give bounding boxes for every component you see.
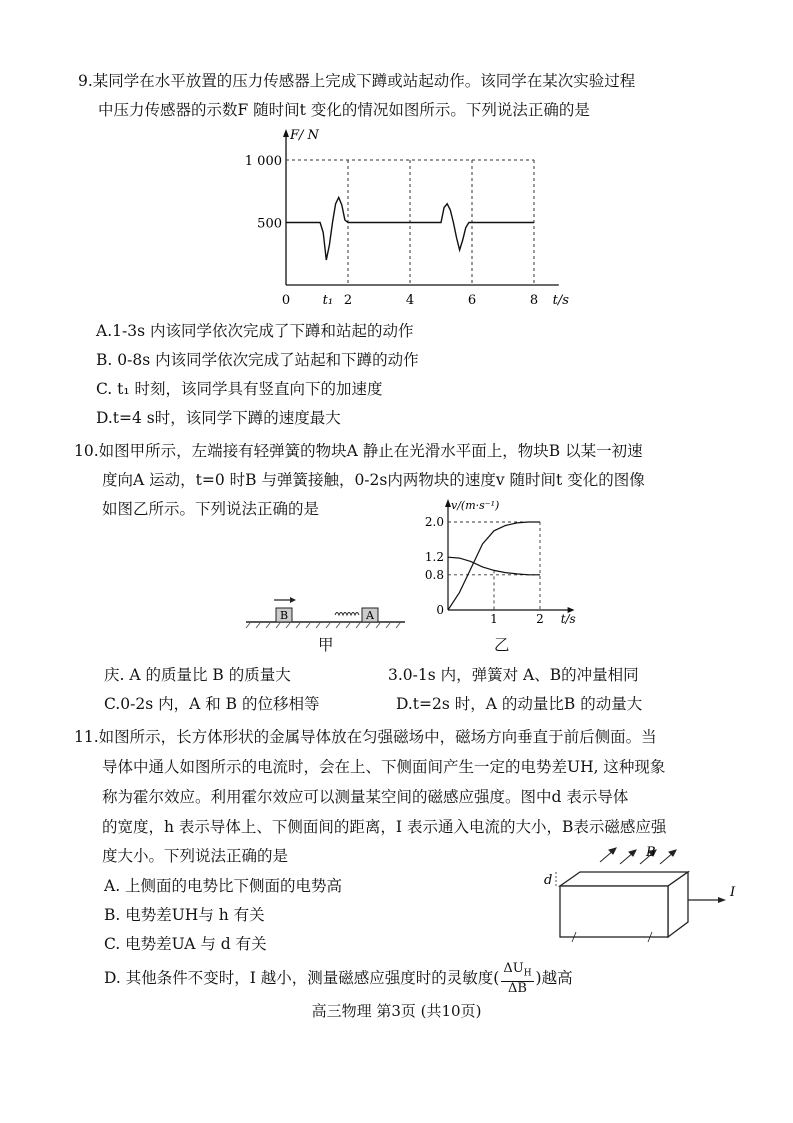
q9-option-b[interactable]: B. 0-8s 内该同学依次完成了站起和下蹲的动作 bbox=[96, 351, 419, 369]
y-tick-2: 0.8 bbox=[424, 567, 444, 582]
x-tick-5: 8 bbox=[529, 293, 539, 308]
q11-option-d-text: D. 其他条件不变时，I 越小，测量磁感应强度时的灵敏度( bbox=[104, 968, 500, 987]
q11-line-2: 导体中通人如图所示的电流时，会在上、下侧面间产生一定的电势差UH, 这种现象 bbox=[102, 758, 666, 776]
x-tick-1: t₁ bbox=[322, 293, 334, 308]
q11-option-d-tail: )越高 bbox=[535, 968, 573, 987]
q10-fig-jia bbox=[240, 590, 410, 630]
q10-fig-yi-label: 乙 bbox=[494, 636, 510, 654]
x-tick-1: 1 bbox=[490, 612, 498, 626]
q9-option-d[interactable]: D.t=4 s时，该同学下蹲的速度最大 bbox=[96, 409, 341, 427]
x-axis-label: t/s bbox=[552, 293, 569, 308]
q11-option-a[interactable]: A. 上侧面的电势比下侧面的电势高 bbox=[104, 877, 343, 895]
q10-fig-jia-label: 甲 bbox=[318, 636, 334, 654]
q11-line-5: 度大小。下列说法正确的是 bbox=[102, 847, 289, 865]
x-tick-2: 2 bbox=[536, 612, 544, 626]
y-tick-0: 2.0 bbox=[424, 515, 444, 529]
q11-option-d[interactable] bbox=[104, 962, 573, 996]
frac-numerator: ΔU bbox=[503, 961, 524, 976]
y-axis-arrow bbox=[283, 129, 289, 137]
frac-denominator: ΔB bbox=[507, 980, 527, 996]
frac-subscript: H bbox=[523, 968, 532, 979]
x-axis-label: t/s bbox=[560, 612, 576, 626]
y-axis-label: F/ N bbox=[290, 128, 319, 143]
sensitivity-fraction bbox=[501, 962, 533, 996]
y-axis-label: v/(m·s⁻¹) bbox=[451, 499, 500, 512]
block-b-label: B bbox=[279, 609, 289, 622]
q10-line-2: 度向A 运动，t=0 时B 与弹簧接触，0-2s内两物块的速度v 随时间t 变化的图像 bbox=[102, 471, 645, 489]
q10-option-a[interactable]: 庆. A 的质量比 B 的质量大 bbox=[104, 666, 291, 684]
x-tick-4: 6 bbox=[467, 293, 477, 308]
q9-option-c[interactable]: C. t₁ 时刻，该同学具有竖直向下的加速度 bbox=[96, 380, 383, 398]
q11-option-c[interactable]: C. 电势差UA 与 d 有关 bbox=[104, 935, 267, 953]
y-tick-1000: 1 000 bbox=[244, 154, 282, 169]
q10-option-d[interactable]: D.t=2s 时，A 的动量比B 的动量大 bbox=[396, 695, 643, 713]
q9-line-2: 中压力传感器的示数F 随时间t 变化的情况如图所示。下列说法正确的是 bbox=[98, 101, 590, 119]
q11-line-3: 称为霍尔效应。利用霍尔效应可以测量某空间的磁感应强度。图中d 表示导体 bbox=[102, 788, 629, 806]
y-tick-500: 500 bbox=[257, 216, 282, 232]
x-tick-0: 0 bbox=[281, 293, 291, 308]
q11-line-4: 的宽度，h 表示导体上、下侧面间的距离，I 表示通入电流的大小，B表示磁感应强 bbox=[102, 818, 667, 836]
hall-conductor-figure bbox=[540, 842, 750, 952]
q10-option-b[interactable]: 3.0-1s 内，弹簧对 A、B的冲量相同 bbox=[388, 666, 639, 684]
q10-line-3: 如图乙所示。下列说法正确的是 bbox=[102, 500, 320, 518]
label-d: d bbox=[544, 873, 553, 888]
page-footer: 高三物理 第3页 (共10页) bbox=[311, 1002, 482, 1020]
q11-option-b[interactable]: B. 电势差UH与 h 有关 bbox=[104, 906, 265, 924]
q10-line-1: 10.如图甲所示，左端接有轻弹簧的物块A 静止在光滑水平面上，物块B 以某一初速 bbox=[74, 442, 643, 460]
label-b: B bbox=[646, 845, 656, 860]
x-tick-2: 2 bbox=[343, 293, 353, 308]
q10-option-c[interactable]: C.0-2s 内，A 和 B 的位移相等 bbox=[104, 695, 320, 713]
q9-line-1: 9.某同学在水平放置的压力传感器上完成下蹲或站起动作。该同学在某次实验过程 bbox=[78, 72, 636, 90]
q9-option-a[interactable]: A.1-3s 内该同学依次完成了下蹲和站起的动作 bbox=[96, 322, 414, 340]
q11-line-1: 11.如图所示，长方体形状的金属导体放在匀强磁场中，磁场方向垂直于前后侧面。当 bbox=[74, 728, 657, 746]
q10-velocity-chart bbox=[420, 497, 590, 627]
block-a-label: A bbox=[366, 609, 374, 622]
y-tick-1: 1.2 bbox=[424, 550, 444, 565]
label-i: I bbox=[730, 885, 736, 900]
x-tick-3: 4 bbox=[405, 293, 415, 308]
q9-force-chart bbox=[244, 125, 582, 315]
y-tick-3: 0 bbox=[436, 603, 444, 617]
